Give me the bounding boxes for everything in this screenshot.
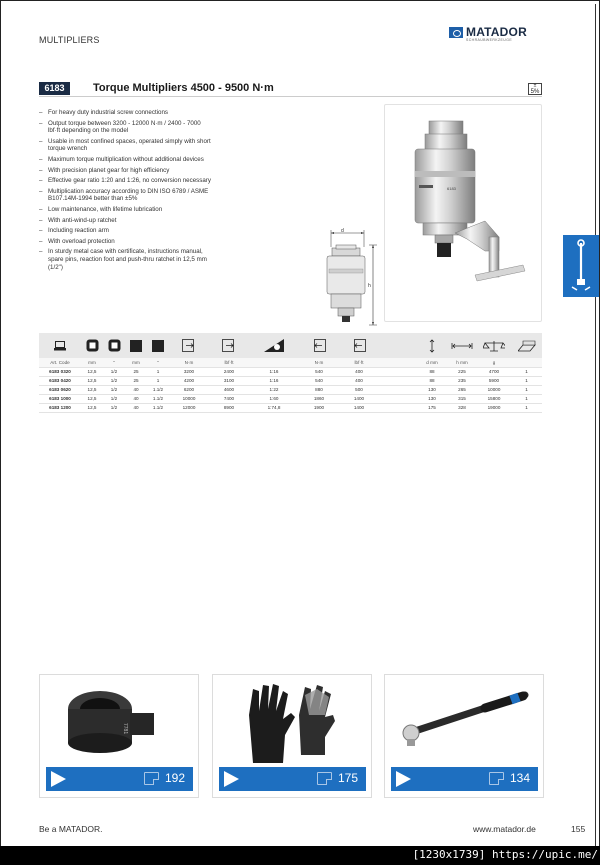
page-reference-icon	[489, 772, 504, 785]
units-cell: lbf·ft	[339, 358, 379, 367]
tolerance-badge	[528, 83, 542, 95]
units-cell: d mm	[417, 358, 447, 367]
packaging-box-col-icon	[511, 333, 542, 358]
units-cell: "	[147, 358, 169, 367]
table-cell: 25	[125, 376, 147, 385]
logo-mark-icon	[449, 27, 463, 38]
table-cell: 88	[417, 376, 447, 385]
table-cell: 1	[511, 376, 542, 385]
table-cell: 3100	[209, 376, 249, 385]
table-cell: 4600	[209, 385, 249, 394]
units-cell	[379, 358, 417, 367]
table-cell: 328	[447, 403, 477, 412]
page-reference-icon	[317, 772, 332, 785]
play-arrow-icon	[396, 771, 411, 787]
play-arrow-icon	[224, 771, 239, 787]
feature-item: – Usable in most confined spaces, operated simply with short torque wrench	[39, 138, 214, 153]
table-cell: 12,5	[81, 367, 103, 376]
table-cell: 1/2	[103, 403, 125, 412]
feature-item: – Effective gear ratio 1:20 and 1:26, no conversion necessary	[39, 177, 214, 185]
table-cell: 1	[147, 376, 169, 385]
table-cell: 12,5	[81, 403, 103, 412]
table-cell: 880	[299, 385, 339, 394]
input-torque-lbf-col-icon	[339, 333, 379, 358]
units-cell: N·m	[299, 358, 339, 367]
table-cell: 130	[417, 394, 447, 403]
feature-list	[39, 109, 214, 274]
units-cell: g	[477, 358, 511, 367]
table-cell: 88	[417, 367, 447, 376]
weight-scale-col-icon	[477, 333, 511, 358]
spec-table	[39, 333, 542, 413]
table-cell: 25	[125, 367, 147, 376]
work-gloves-image	[213, 675, 371, 765]
table-cell: 12,5	[81, 385, 103, 394]
table-cell: 3200	[169, 367, 209, 376]
table-cell: 175	[417, 403, 447, 412]
output-drive-mm-col-icon	[125, 333, 147, 358]
feature-item: – In sturdy metal case with certificate, instructions manual, spare pins, reaction foot and push-thru ratchet in 12,5 mm (1/2")	[39, 248, 214, 271]
square-drive-mm-col-icon	[81, 333, 103, 358]
table-cell: 1:16	[249, 367, 299, 376]
table-cell: 1:74,8	[249, 403, 299, 412]
table-cell: 1/2	[103, 367, 125, 376]
table-row	[39, 385, 542, 394]
table-row	[39, 394, 542, 403]
output-torque-nm-col-icon	[169, 333, 209, 358]
units-cell: "	[103, 358, 125, 367]
units-cell: mm	[81, 358, 103, 367]
related-card-torque-wrench[interactable]	[384, 674, 544, 798]
page-number: 155	[571, 824, 586, 834]
tolerance-value: 5%	[530, 89, 540, 95]
units-cell: mm	[125, 358, 147, 367]
feature-item: – Low maintenance, with lifetime lubrication	[39, 206, 214, 214]
table-cell: 500	[339, 385, 379, 394]
table-cell: 1/2	[103, 376, 125, 385]
table-cell: 225	[447, 367, 477, 376]
table-cell: 40	[125, 385, 147, 394]
socket-marking: 7781	[122, 723, 128, 735]
impact-socket-image	[40, 675, 198, 765]
table-cell: 315	[447, 394, 477, 403]
table-cell: 1/2	[103, 394, 125, 403]
footer-slogan: Be a MATADOR.	[39, 824, 103, 834]
card-page-number: 134	[509, 771, 530, 785]
table-cell: 540	[299, 367, 339, 376]
table-cell: 1	[511, 385, 542, 394]
table-cell	[379, 367, 417, 376]
card-link-bar[interactable]	[46, 767, 193, 791]
dim-h-label: h	[368, 283, 371, 289]
gear-ratio-col-icon	[249, 333, 299, 358]
table-cell	[379, 403, 417, 412]
output-torque-lbf-col-icon	[209, 333, 249, 358]
card-page-number: 192	[164, 771, 185, 785]
dimension-drawing	[319, 227, 381, 331]
height-dimension-col-icon	[417, 333, 447, 358]
title-divider	[39, 96, 542, 97]
table-cell: 4200	[169, 376, 209, 385]
feature-item: – With precision planet gear for high efficiency	[39, 167, 214, 175]
table-cell: 40	[125, 394, 147, 403]
feature-item: – With overload protection	[39, 238, 214, 246]
article-code-cell: 6183 0420	[39, 376, 81, 385]
square-drive-inch-col-icon	[103, 333, 125, 358]
product-image-label: 6183	[447, 186, 456, 191]
table-cell: 540	[299, 376, 339, 385]
input-torque-nm-col-icon	[299, 333, 339, 358]
table-cell: 1/2	[103, 385, 125, 394]
watermark-text: [1230x1739] https://upic.me/	[412, 848, 598, 861]
table-cell: 40	[125, 403, 147, 412]
card-page-number: 175	[337, 771, 358, 785]
feature-item: – Including reaction arm	[39, 227, 214, 235]
related-card-gloves[interactable]	[212, 674, 372, 798]
feature-item: – For heavy duty industrial screw connections	[39, 109, 214, 117]
table-cell: 12,5	[81, 376, 103, 385]
feature-item: – Maximum torque multiplication without additional devices	[39, 156, 214, 164]
units-cell	[511, 358, 542, 367]
spec-icon-row	[39, 333, 542, 358]
footer-url[interactable]: www.matador.de	[473, 824, 536, 834]
table-cell: 1	[511, 394, 542, 403]
table-cell: 19000	[477, 403, 511, 412]
table-cell: 1.1/2	[147, 385, 169, 394]
torque-wrench-image	[385, 675, 543, 765]
article-code-cell: 6183 0620	[39, 385, 81, 394]
card-link-bar[interactable]	[391, 767, 538, 791]
blank-col	[379, 333, 417, 358]
table-cell: 7400	[209, 394, 249, 403]
table-cell: 12000	[169, 403, 209, 412]
feature-item: – Multiplication accuracy according to DIN ISO 6789 / ASME B107.14M-1994 better than ±5%	[39, 188, 214, 203]
spec-data-table	[39, 358, 542, 413]
table-cell: 6200	[169, 385, 209, 394]
table-cell: 8900	[209, 403, 249, 412]
table-cell: 15800	[477, 394, 511, 403]
tolerance-plusminus-icon: ±	[533, 83, 537, 89]
table-cell: 1.1/2	[147, 403, 169, 412]
matador-logo	[449, 26, 549, 42]
table-row	[39, 367, 542, 376]
table-cell: 235	[447, 376, 477, 385]
article-code-cell: 6183 0320	[39, 367, 81, 376]
table-cell: 1400	[339, 403, 379, 412]
table-cell	[379, 385, 417, 394]
table-cell: 265	[447, 385, 477, 394]
table-cell: 1:22	[249, 385, 299, 394]
table-cell: 1:16	[249, 376, 299, 385]
product-image-frame	[384, 104, 542, 322]
feature-item: – With anti-wind-up ratchet	[39, 217, 214, 225]
table-cell: 2400	[209, 367, 249, 376]
table-cell: 1	[511, 403, 542, 412]
table-cell: 400	[339, 367, 379, 376]
table-cell: 10000	[477, 385, 511, 394]
table-cell	[379, 394, 417, 403]
table-cell: 1	[147, 367, 169, 376]
units-cell: lbf·ft	[209, 358, 249, 367]
card-link-bar[interactable]	[219, 767, 366, 791]
wrench-tool-icon	[563, 235, 599, 297]
table-cell: 400	[339, 376, 379, 385]
table-row	[39, 376, 542, 385]
table-cell: 1860	[299, 394, 339, 403]
table-cell: 1900	[299, 403, 339, 412]
logo-text: MATADOR	[466, 25, 527, 39]
table-cell: 10000	[169, 394, 209, 403]
units-row	[39, 358, 542, 367]
units-cell: N·m	[169, 358, 209, 367]
play-arrow-icon	[51, 771, 66, 787]
torque-multiplier-image	[385, 105, 543, 323]
logo-subtext: SCHRAUBWERKZEUGE	[466, 38, 513, 42]
article-code-badge: 6183	[39, 82, 70, 95]
category-heading: MULTIPLIERS	[39, 35, 100, 45]
table-cell: 1	[511, 367, 542, 376]
output-drive-inch-col-icon	[147, 333, 169, 358]
table-cell: 1:60	[249, 394, 299, 403]
table-row	[39, 403, 542, 412]
watermark-strip	[0, 846, 600, 865]
width-dimension-col-icon	[447, 333, 477, 358]
article-code-col-icon	[39, 333, 81, 358]
table-cell: 4700	[477, 367, 511, 376]
section-tab[interactable]	[563, 235, 599, 297]
product-title: Torque Multipliers 4500 - 9500 N·m	[93, 82, 274, 94]
article-code-cell: 6183 1000	[39, 394, 81, 403]
table-cell: 12,5	[81, 394, 103, 403]
article-code-cell: 6183 1200	[39, 403, 81, 412]
page-reference-icon	[144, 772, 159, 785]
table-cell: 1.1/2	[147, 394, 169, 403]
table-cell: 1400	[339, 394, 379, 403]
dim-d-label: d	[341, 228, 344, 234]
related-card-impact-socket[interactable]	[39, 674, 199, 798]
table-cell: 5900	[477, 376, 511, 385]
table-cell	[379, 376, 417, 385]
feature-item: – Output torque between 3200 - 12000 N·m / 2400 - 7000 lbf·ft depending on the model	[39, 120, 214, 135]
units-cell: h mm	[447, 358, 477, 367]
units-cell: Art. Code	[39, 358, 81, 367]
units-cell	[249, 358, 299, 367]
table-cell: 130	[417, 385, 447, 394]
